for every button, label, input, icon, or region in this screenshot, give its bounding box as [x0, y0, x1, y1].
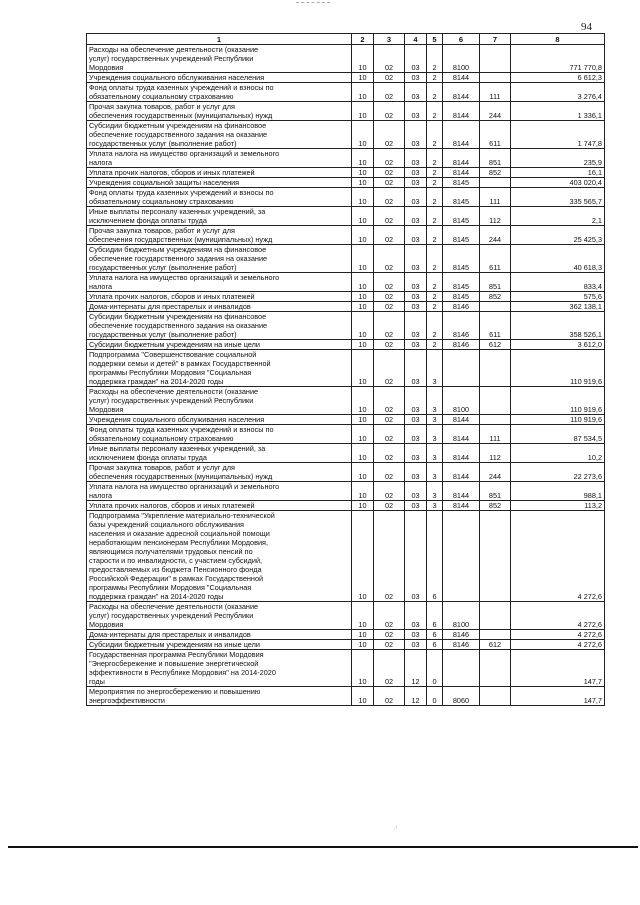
subsection-code-cell: 02 — [374, 511, 405, 602]
expense-type-code-cell: 244 — [480, 463, 511, 482]
table-row — [87, 83, 605, 102]
section-code-cell: 10 — [352, 178, 374, 188]
item-name-cell: Иные выплаты персоналу казенных учреждений, за исключением фонда оплаты труда — [87, 207, 352, 226]
expense-type-code-cell: 112 — [480, 444, 511, 463]
program-code-cell: 03 — [405, 387, 427, 415]
target-item-code-cell: 8144 — [443, 149, 480, 168]
target-item-code-cell: 8145 — [443, 188, 480, 207]
subprogram-code-cell: 2 — [427, 121, 443, 149]
target-item-code-cell: 8144 — [443, 463, 480, 482]
section-code-cell: 10 — [352, 73, 374, 83]
table-row — [87, 463, 605, 482]
subprogram-code-cell: 2 — [427, 302, 443, 312]
section-code-cell: 10 — [352, 149, 374, 168]
item-name-cell: Уплата прочих налогов, сборов и иных платежей — [87, 501, 352, 511]
section-code-cell: 10 — [352, 121, 374, 149]
program-code-cell: 03 — [405, 83, 427, 102]
subsection-code-cell: 02 — [374, 149, 405, 168]
item-name-cell: Дома-интернаты для престарелых и инвалидов — [87, 630, 352, 640]
table-row — [87, 511, 605, 602]
target-item-code-cell: 8146 — [443, 640, 480, 650]
subsection-code-cell: 02 — [374, 501, 405, 511]
target-item-code-cell: 8146 — [443, 340, 480, 350]
target-item-code-cell: 8145 — [443, 207, 480, 226]
item-name-cell: Фонд оплаты труда казенных учреждений и взносы по обязательному социальному страхованию — [87, 83, 352, 102]
subsection-code-cell: 02 — [374, 387, 405, 415]
program-code-cell: 03 — [405, 425, 427, 444]
item-name-cell: Учреждения социальной защиты населения — [87, 178, 352, 188]
amount-cell: 833,4 — [511, 273, 605, 292]
table-row — [87, 121, 605, 149]
table-row — [87, 650, 605, 687]
table-row — [87, 302, 605, 312]
section-code-cell: 10 — [352, 207, 374, 226]
table-row — [87, 312, 605, 340]
target-item-code-cell: 8146 — [443, 630, 480, 640]
subprogram-code-cell: 2 — [427, 149, 443, 168]
table-row — [87, 188, 605, 207]
expense-type-code-cell: 611 — [480, 121, 511, 149]
scan-artifact-top — [296, 2, 330, 5]
amount-cell: 147,7 — [511, 650, 605, 687]
amount-cell: 113,2 — [511, 501, 605, 511]
target-item-code-cell: 8100 — [443, 602, 480, 630]
subsection-code-cell: 02 — [374, 188, 405, 207]
subsection-code-cell: 02 — [374, 273, 405, 292]
subprogram-code-cell: 2 — [427, 226, 443, 245]
target-item-code-cell: 8060 — [443, 687, 480, 706]
program-code-cell: 03 — [405, 602, 427, 630]
table-row — [87, 245, 605, 273]
target-item-code-cell: 8146 — [443, 302, 480, 312]
table-row — [87, 630, 605, 640]
section-code-cell: 10 — [352, 444, 374, 463]
item-name-cell: Расходы на обеспечение деятельности (оказание услуг) государственных учреждений Республики Мордовия — [87, 45, 352, 73]
table-row — [87, 168, 605, 178]
table-row — [87, 482, 605, 501]
expense-type-code-cell: 244 — [480, 102, 511, 121]
subprogram-code-cell: 0 — [427, 687, 443, 706]
program-code-cell: 03 — [405, 511, 427, 602]
expense-type-code-cell: 111 — [480, 188, 511, 207]
subprogram-code-cell: 2 — [427, 273, 443, 292]
subprogram-code-cell: 6 — [427, 630, 443, 640]
item-name-cell: Мероприятия по энергосбережению и повышению энергоэффективности — [87, 687, 352, 706]
program-code-cell: 03 — [405, 188, 427, 207]
header-cell: 3 — [374, 34, 405, 45]
expense-type-code-cell — [480, 630, 511, 640]
target-item-code-cell: 8144 — [443, 482, 480, 501]
amount-cell: 110 919,6 — [511, 415, 605, 425]
header-cell: 4 — [405, 34, 427, 45]
subprogram-code-cell: 2 — [427, 45, 443, 73]
section-code-cell: 10 — [352, 102, 374, 121]
subsection-code-cell: 02 — [374, 312, 405, 340]
amount-cell: 362 138,1 — [511, 302, 605, 312]
target-item-code-cell — [443, 650, 480, 687]
amount-cell: 3 276,4 — [511, 83, 605, 102]
subsection-code-cell: 02 — [374, 45, 405, 73]
program-code-cell: 03 — [405, 149, 427, 168]
item-name-cell: Подпрограмма "Укрепление материально-технической базы учреждений социального обслуживания населения и оказание адресной социальной помощи неработающим пенсионерам Республики Мордовия, являющимся получателями трудовых пенсий по старости и по инвалидности, с участием субсидий, предоставляемых из бюджета Пенсионного фонда Российской Федерации" в рамках Государственной программы Республики Мордовия "Социальная поддержка граждан" на 2014-2020 годы — [87, 511, 352, 602]
expense-type-code-cell — [480, 687, 511, 706]
program-code-cell: 03 — [405, 312, 427, 340]
program-code-cell: 03 — [405, 121, 427, 149]
amount-cell: 335 565,7 — [511, 188, 605, 207]
program-code-cell: 03 — [405, 45, 427, 73]
section-code-cell: 10 — [352, 650, 374, 687]
header-cell: 1 — [87, 34, 352, 45]
program-code-cell: 03 — [405, 168, 427, 178]
subsection-code-cell: 02 — [374, 178, 405, 188]
section-code-cell: 10 — [352, 245, 374, 273]
item-name-cell: Уплата прочих налогов, сборов и иных платежей — [87, 168, 352, 178]
subsection-code-cell: 02 — [374, 482, 405, 501]
amount-cell: 771 770,8 — [511, 45, 605, 73]
target-item-code-cell: 8145 — [443, 178, 480, 188]
target-item-code-cell: 8145 — [443, 226, 480, 245]
target-item-code-cell: 8100 — [443, 387, 480, 415]
item-name-cell: Прочая закупка товаров, работ и услуг для обеспечения государственных (муниципальных) нужд — [87, 226, 352, 245]
amount-cell: 110 919,6 — [511, 350, 605, 387]
subsection-code-cell: 02 — [374, 630, 405, 640]
target-item-code-cell: 8144 — [443, 415, 480, 425]
expense-type-code-cell — [480, 511, 511, 602]
amount-cell: 403 020,4 — [511, 178, 605, 188]
table-row — [87, 387, 605, 415]
subprogram-code-cell: 2 — [427, 188, 443, 207]
subsection-code-cell: 02 — [374, 302, 405, 312]
expense-type-code-cell: 111 — [480, 425, 511, 444]
expense-type-code-cell — [480, 650, 511, 687]
table-row — [87, 178, 605, 188]
amount-cell: 10,2 — [511, 444, 605, 463]
scan-edge-line — [8, 846, 638, 848]
amount-cell: 358 526,1 — [511, 312, 605, 340]
section-code-cell: 10 — [352, 687, 374, 706]
target-item-code-cell: 8144 — [443, 83, 480, 102]
expense-type-code-cell: 851 — [480, 482, 511, 501]
section-code-cell: 10 — [352, 482, 374, 501]
table-row — [87, 640, 605, 650]
section-code-cell: 10 — [352, 511, 374, 602]
section-code-cell: 10 — [352, 312, 374, 340]
program-code-cell: 03 — [405, 501, 427, 511]
subprogram-code-cell: 6 — [427, 640, 443, 650]
target-item-code-cell: 8144 — [443, 168, 480, 178]
section-code-cell: 10 — [352, 387, 374, 415]
program-code-cell: 03 — [405, 273, 427, 292]
subprogram-code-cell: 2 — [427, 312, 443, 340]
subprogram-code-cell: 2 — [427, 83, 443, 102]
header-cell: 6 — [443, 34, 480, 45]
program-code-cell: 03 — [405, 640, 427, 650]
target-item-code-cell: 8144 — [443, 121, 480, 149]
amount-cell: 4 272,6 — [511, 511, 605, 602]
item-name-cell: Учреждения социального обслуживания населения — [87, 73, 352, 83]
item-name-cell: Субсидии бюджетным учреждениям на иные цели — [87, 640, 352, 650]
table-row — [87, 425, 605, 444]
expense-type-code-cell: 612 — [480, 340, 511, 350]
section-code-cell: 10 — [352, 640, 374, 650]
amount-cell: 235,9 — [511, 149, 605, 168]
subsection-code-cell: 02 — [374, 245, 405, 273]
item-name-cell: Учреждения социального обслуживания населения — [87, 415, 352, 425]
table-header-row — [87, 34, 605, 45]
target-item-code-cell: 8100 — [443, 45, 480, 73]
subprogram-code-cell: 3 — [427, 463, 443, 482]
program-code-cell: 03 — [405, 444, 427, 463]
table-row — [87, 415, 605, 425]
expense-type-code-cell — [480, 415, 511, 425]
program-code-cell: 03 — [405, 463, 427, 482]
program-code-cell: 03 — [405, 292, 427, 302]
expense-type-code-cell — [480, 45, 511, 73]
subprogram-code-cell: 3 — [427, 350, 443, 387]
item-name-cell: Субсидии бюджетным учреждениям на иные цели — [87, 340, 352, 350]
target-item-code-cell: 8145 — [443, 292, 480, 302]
amount-cell: 6 612,3 — [511, 73, 605, 83]
section-code-cell: 10 — [352, 188, 374, 207]
section-code-cell: 10 — [352, 292, 374, 302]
section-code-cell: 10 — [352, 630, 374, 640]
expense-type-code-cell: 611 — [480, 245, 511, 273]
expense-type-code-cell: 851 — [480, 273, 511, 292]
section-code-cell: 10 — [352, 602, 374, 630]
item-name-cell: Дома-интернаты для престарелых и инвалидов — [87, 302, 352, 312]
target-item-code-cell: 8144 — [443, 102, 480, 121]
section-code-cell: 10 — [352, 226, 374, 245]
expense-type-code-cell: 111 — [480, 83, 511, 102]
amount-cell: 1 336,1 — [511, 102, 605, 121]
expense-type-code-cell — [480, 178, 511, 188]
subsection-code-cell: 02 — [374, 463, 405, 482]
program-code-cell: 03 — [405, 245, 427, 273]
target-item-code-cell: 8146 — [443, 312, 480, 340]
program-code-cell: 03 — [405, 226, 427, 245]
header-cell: 2 — [352, 34, 374, 45]
program-code-cell: 03 — [405, 207, 427, 226]
subprogram-code-cell: 2 — [427, 207, 443, 226]
subprogram-code-cell: 2 — [427, 102, 443, 121]
amount-cell: 87 534,5 — [511, 425, 605, 444]
table-row — [87, 444, 605, 463]
section-code-cell: 10 — [352, 168, 374, 178]
program-code-cell: 03 — [405, 178, 427, 188]
expense-type-code-cell — [480, 350, 511, 387]
target-item-code-cell: 8144 — [443, 73, 480, 83]
target-item-code-cell — [443, 350, 480, 387]
subprogram-code-cell: 0 — [427, 650, 443, 687]
expense-type-code-cell: 244 — [480, 226, 511, 245]
subprogram-code-cell: 3 — [427, 501, 443, 511]
subsection-code-cell: 02 — [374, 350, 405, 387]
table-body — [87, 45, 605, 706]
target-item-code-cell — [443, 511, 480, 602]
program-code-cell: 03 — [405, 73, 427, 83]
subsection-code-cell: 02 — [374, 415, 405, 425]
table-row — [87, 602, 605, 630]
section-code-cell: 10 — [352, 501, 374, 511]
expense-type-code-cell: 851 — [480, 149, 511, 168]
target-item-code-cell: 8144 — [443, 425, 480, 444]
target-item-code-cell: 8145 — [443, 245, 480, 273]
subsection-code-cell: 02 — [374, 602, 405, 630]
page-number: 94 — [581, 21, 592, 33]
table-row — [87, 350, 605, 387]
table-row — [87, 687, 605, 706]
item-name-cell: Уплата налога на имущество организаций и земельного налога — [87, 149, 352, 168]
table-row — [87, 501, 605, 511]
target-item-code-cell: 8145 — [443, 273, 480, 292]
program-code-cell: 03 — [405, 102, 427, 121]
subsection-code-cell: 02 — [374, 121, 405, 149]
target-item-code-cell: 8144 — [443, 444, 480, 463]
subsection-code-cell: 02 — [374, 340, 405, 350]
amount-cell: 110 919,6 — [511, 387, 605, 415]
item-name-cell: Уплата прочих налогов, сборов и иных платежей — [87, 292, 352, 302]
subprogram-code-cell: 2 — [427, 168, 443, 178]
item-name-cell: Иные выплаты персоналу казенных учреждений, за исключением фонда оплаты труда — [87, 444, 352, 463]
item-name-cell: Расходы на обеспечение деятельности (оказание услуг) государственных учреждений Республики Мордовия — [87, 602, 352, 630]
expense-type-code-cell — [480, 73, 511, 83]
program-code-cell: 12 — [405, 650, 427, 687]
table-row — [87, 273, 605, 292]
subsection-code-cell: 02 — [374, 640, 405, 650]
subprogram-code-cell: 2 — [427, 340, 443, 350]
item-name-cell: Субсидии бюджетным учреждениям на финансовое обеспечение государственного задания на оказание государственных услуг (выполнение работ) — [87, 245, 352, 273]
item-name-cell: Прочая закупка товаров, работ и услуг для обеспечения государственных (муниципальных) нужд — [87, 102, 352, 121]
item-name-cell: Уплата налога на имущество организаций и земельного налога — [87, 273, 352, 292]
subsection-code-cell: 02 — [374, 102, 405, 121]
program-code-cell: 12 — [405, 687, 427, 706]
program-code-cell: 03 — [405, 340, 427, 350]
amount-cell: 575,6 — [511, 292, 605, 302]
table-row — [87, 226, 605, 245]
amount-cell: 1 747,8 — [511, 121, 605, 149]
header-cell: 7 — [480, 34, 511, 45]
subprogram-code-cell: 2 — [427, 245, 443, 273]
expense-type-code-cell — [480, 602, 511, 630]
section-code-cell: 10 — [352, 350, 374, 387]
subprogram-code-cell: 6 — [427, 602, 443, 630]
subprogram-code-cell: 2 — [427, 178, 443, 188]
amount-cell: 4 272,6 — [511, 640, 605, 650]
item-name-cell: Подпрограмма "Совершенствование социальной поддержки семьи и детей" в рамках Государственной программы Республики Мордовия "Социальная поддержка граждан" на 2014-2020 годы — [87, 350, 352, 387]
amount-cell: 25 425,3 — [511, 226, 605, 245]
amount-cell: 147,7 — [511, 687, 605, 706]
table-row — [87, 292, 605, 302]
budget-table — [86, 33, 605, 706]
subprogram-code-cell: 2 — [427, 73, 443, 83]
expense-type-code-cell — [480, 387, 511, 415]
table-row — [87, 207, 605, 226]
subsection-code-cell: 02 — [374, 444, 405, 463]
section-code-cell: 10 — [352, 83, 374, 102]
section-code-cell: 10 — [352, 340, 374, 350]
item-name-cell: Фонд оплаты труда казенных учреждений и взносы по обязательному социальному страхованию — [87, 188, 352, 207]
table-row — [87, 102, 605, 121]
subsection-code-cell: 02 — [374, 73, 405, 83]
amount-cell: 16,1 — [511, 168, 605, 178]
program-code-cell: 03 — [405, 302, 427, 312]
table-row — [87, 45, 605, 73]
section-code-cell: 10 — [352, 415, 374, 425]
amount-cell: 2,1 — [511, 207, 605, 226]
subprogram-code-cell: 3 — [427, 444, 443, 463]
header-cell: 5 — [427, 34, 443, 45]
amount-cell: 4 272,6 — [511, 602, 605, 630]
expense-type-code-cell: 852 — [480, 168, 511, 178]
subprogram-code-cell: 2 — [427, 292, 443, 302]
amount-cell: 22 273,6 — [511, 463, 605, 482]
section-code-cell: 10 — [352, 425, 374, 444]
expense-type-code-cell — [480, 302, 511, 312]
subsection-code-cell: 02 — [374, 226, 405, 245]
amount-cell: 3 612,0 — [511, 340, 605, 350]
header-cell: 8 — [511, 34, 605, 45]
scan-artifact-bottom: ·' — [394, 827, 398, 833]
item-name-cell: Прочая закупка товаров, работ и услуг для обеспечения государственных (муниципальных) нужд — [87, 463, 352, 482]
expense-type-code-cell: 612 — [480, 640, 511, 650]
expense-type-code-cell: 852 — [480, 292, 511, 302]
amount-cell: 40 618,3 — [511, 245, 605, 273]
table-row — [87, 73, 605, 83]
subsection-code-cell: 02 — [374, 207, 405, 226]
item-name-cell: Субсидии бюджетным учреждениям на финансовое обеспечение государственного задания на оказание государственных услуг (выполнение работ) — [87, 312, 352, 340]
subprogram-code-cell: 3 — [427, 425, 443, 444]
table-row — [87, 149, 605, 168]
item-name-cell: Фонд оплаты труда казенных учреждений и взносы по обязательному социальному страхованию — [87, 425, 352, 444]
expense-type-code-cell: 611 — [480, 312, 511, 340]
item-name-cell: Государственная программа Республики Мордовия "Энергосбережение и повышение энергетической эффективности в Республике Мордовия" на 2014-2020 годы — [87, 650, 352, 687]
item-name-cell: Субсидии бюджетным учреждениям на финансовое обеспечение государственного задания на оказание государственных услуг (выполнение работ) — [87, 121, 352, 149]
subprogram-code-cell: 6 — [427, 511, 443, 602]
subprogram-code-cell: 3 — [427, 415, 443, 425]
table-row — [87, 340, 605, 350]
item-name-cell: Уплата налога на имущество организаций и земельного налога — [87, 482, 352, 501]
amount-cell: 4 272,6 — [511, 630, 605, 640]
subsection-code-cell: 02 — [374, 650, 405, 687]
expense-type-code-cell: 852 — [480, 501, 511, 511]
program-code-cell: 03 — [405, 350, 427, 387]
item-name-cell: Расходы на обеспечение деятельности (оказание услуг) государственных учреждений Республики Мордовия — [87, 387, 352, 415]
target-item-code-cell: 8144 — [443, 501, 480, 511]
subsection-code-cell: 02 — [374, 168, 405, 178]
subsection-code-cell: 02 — [374, 83, 405, 102]
amount-cell: 988,1 — [511, 482, 605, 501]
program-code-cell: 03 — [405, 482, 427, 501]
section-code-cell: 10 — [352, 273, 374, 292]
subsection-code-cell: 02 — [374, 292, 405, 302]
subsection-code-cell: 02 — [374, 425, 405, 444]
section-code-cell: 10 — [352, 302, 374, 312]
section-code-cell: 10 — [352, 463, 374, 482]
subprogram-code-cell: 3 — [427, 482, 443, 501]
program-code-cell: 03 — [405, 415, 427, 425]
subsection-code-cell: 02 — [374, 687, 405, 706]
subprogram-code-cell: 3 — [427, 387, 443, 415]
section-code-cell: 10 — [352, 45, 374, 73]
program-code-cell: 03 — [405, 630, 427, 640]
expense-type-code-cell: 112 — [480, 207, 511, 226]
